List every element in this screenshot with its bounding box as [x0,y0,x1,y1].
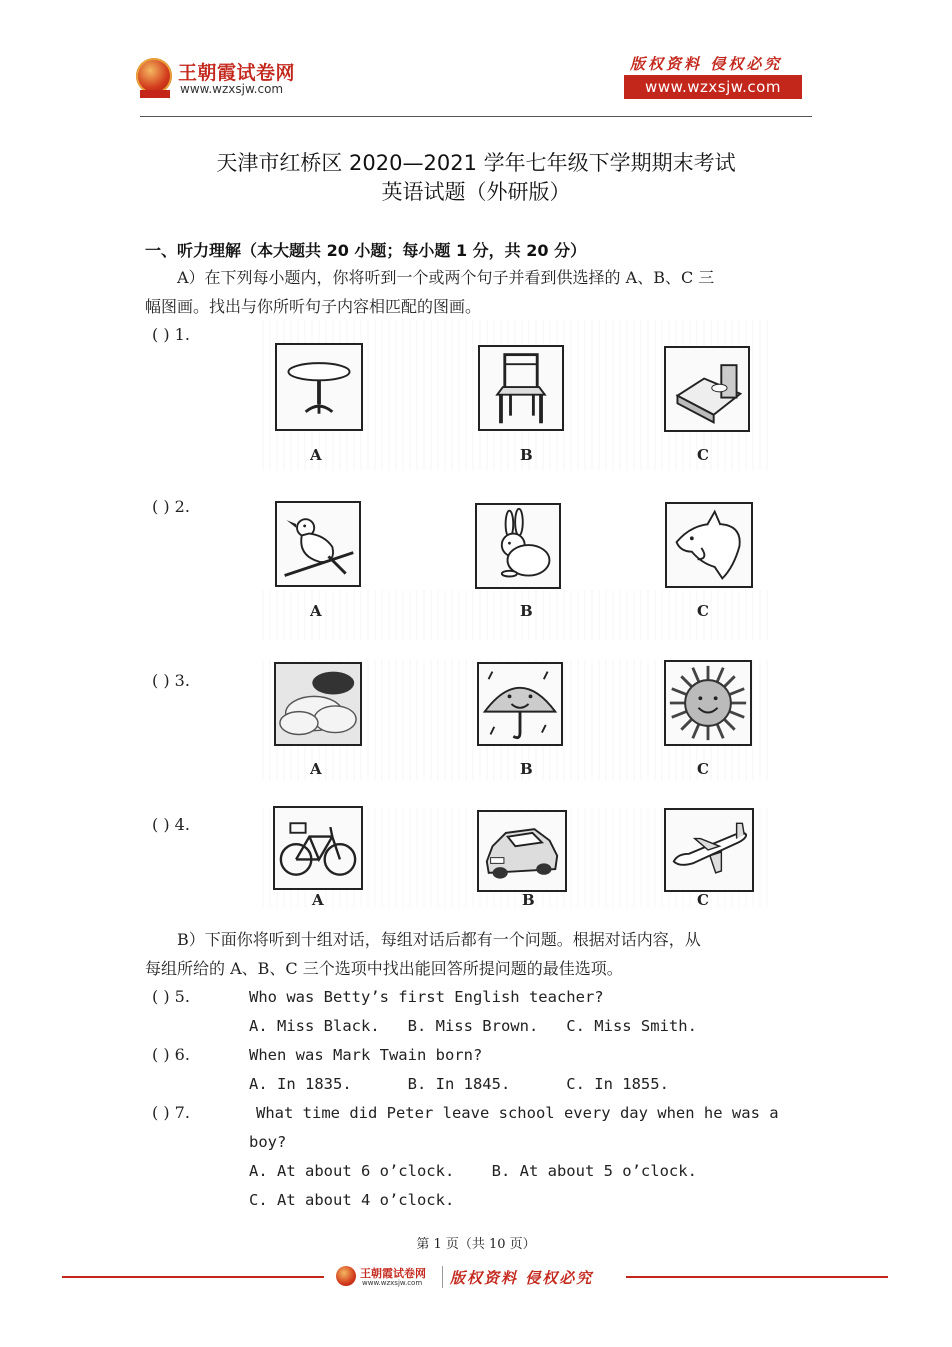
option-letter-c: C [697,891,709,909]
question-7-text-line1: What time did Peter leave school every day when he was a [256,1104,779,1122]
footer-rule-right [626,1276,888,1278]
option-letter-b: B [522,891,535,909]
option-letter-a: A [312,891,324,909]
question-6-text: When was Mark Twain born? [249,1046,483,1064]
brand-url: www.wzxsjw.com [180,82,284,96]
question-4-number: ( ) 4. [152,815,190,834]
sun-icon [664,660,752,746]
question-3-number: ( ) 3. [152,671,190,690]
footer-copyright: 版权资料 侵权必究 [450,1269,594,1287]
footer-separator [442,1266,443,1288]
bird-icon [275,501,361,587]
option-letter-c: C [697,446,709,464]
table-icon [275,343,363,431]
question-7-option-c: C. At about 4 o’clock. [249,1191,455,1209]
question-5-number: ( ) 5. [152,987,190,1006]
rabbit-icon [475,503,561,589]
option-letter-c: C [697,760,709,778]
footer-logo-icon [336,1266,356,1286]
rain-umbrella-icon [477,662,563,746]
question-6-number: ( ) 6. [152,1045,190,1064]
chair-icon [478,345,564,431]
bed-icon [664,346,750,432]
url-banner: www.wzxsjw.com [624,75,802,99]
part-a-instructions [145,263,813,321]
airplane-icon [664,808,754,892]
brand-logo-icon [136,58,172,94]
exam-subtitle: 英语试题（外研版） [381,180,571,204]
option-letter-b: B [520,602,533,620]
question-5-text: Who was Betty’s first English teacher? [249,988,604,1006]
footer-rule-left [62,1276,324,1278]
part-a-line2: 幅图画。找出与你所听句子内容相匹配的图画。 [145,297,482,316]
footer-brand-url: www.wzxsjw.com [362,1279,423,1287]
option-letter-a: A [310,446,322,464]
question-7-options-ab: A. At about 6 o’clock. B. At about 5 o’clock. [249,1162,697,1180]
copyright-notice: 版权资料 侵权必究 [630,55,783,73]
option-letter-a: A [310,602,322,620]
part-b-line2: 每组所给的 A、B、C 三个选项中找出能回答所提问题的最佳选项。 [145,959,623,978]
footer-brand-name: 王朝霞试卷网 [360,1267,426,1280]
car-icon [477,810,567,892]
scan-noise [262,590,772,640]
question-7-text-line2: boy? [249,1133,287,1151]
option-letter-c: C [697,602,709,620]
header-divider [140,116,812,117]
question-2-number: ( ) 2. [152,497,190,516]
option-letter-b: B [520,446,533,464]
option-letter-a: A [310,760,322,778]
part-b-line1: B）下面你将听到十组对话，每组对话后都有一个问题。根据对话内容，从 [177,930,701,949]
question-5-options: A. Miss Black. B. Miss Brown. C. Miss Smith. [249,1017,697,1035]
bicycle-icon [273,806,363,890]
option-letter-b: B [520,760,533,778]
section-heading: 一、听力理解（本大题共 20 小题；每小题 1 分，共 20 分） [145,241,587,260]
brand-name: 王朝霞试卷网 [178,62,296,84]
question-6-options: A. In 1835. B. In 1845. C. In 1855. [249,1075,669,1093]
dolphin-icon [665,502,753,588]
part-a-line1: A）在下列每小题内，你将听到一个或两个句子并看到供选择的 A、B、C 三 [177,268,715,287]
question-7-number: ( ) 7. [152,1103,190,1122]
logo-ribbon [140,90,170,98]
question-1-number: ( ) 1. [152,325,190,344]
cloudy-icon [274,662,362,746]
page-number: 第 1 页（共 10 页） [416,1237,536,1252]
exam-title: 天津市红桥区 2020—2021 学年七年级下学期期末考试 [216,151,736,175]
part-b-instructions [145,925,813,983]
